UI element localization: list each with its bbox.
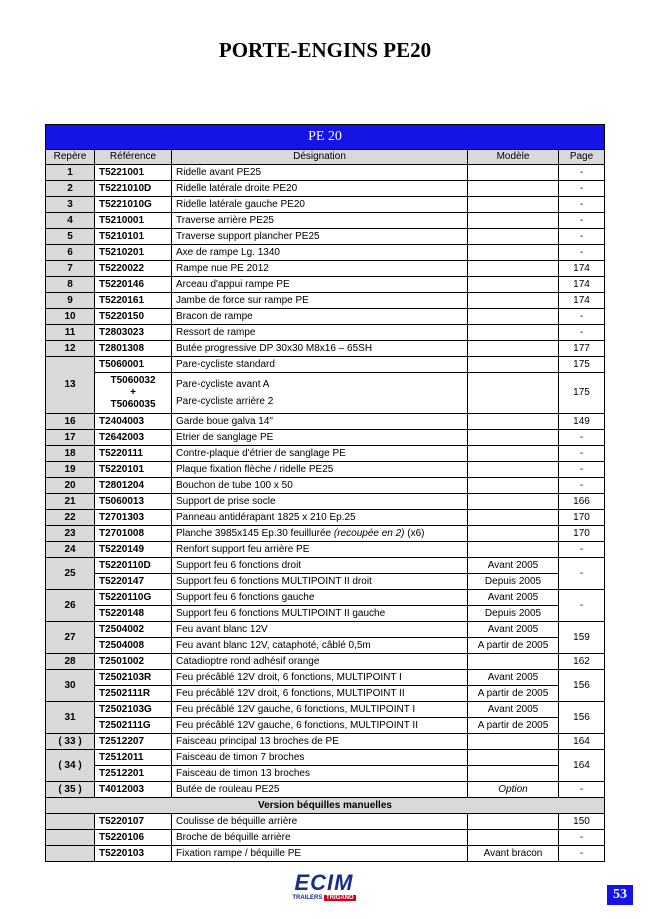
page-cell: - bbox=[559, 590, 605, 622]
reference-line: T5060032 bbox=[110, 375, 156, 386]
reference-cell: T2512207 bbox=[95, 734, 172, 750]
reference-cell: T5220106 bbox=[95, 830, 172, 846]
modele-cell: Avant 2005 bbox=[468, 702, 559, 718]
logo-subtitle bbox=[288, 894, 360, 902]
page-cell: 177 bbox=[559, 341, 605, 357]
modele-cell: A partir de 2005 bbox=[468, 718, 559, 734]
table-row bbox=[46, 702, 605, 718]
designation-cell: Plaque fixation flèche / ridelle PE25 bbox=[172, 462, 468, 478]
table-row bbox=[46, 750, 605, 766]
repere-cell: 23 bbox=[46, 526, 95, 542]
repere-cell: 5 bbox=[46, 229, 95, 245]
parts-table bbox=[45, 124, 605, 862]
modele-cell: A partir de 2005 bbox=[468, 686, 559, 702]
designation-cell: Faisceau principal 13 broches de PE bbox=[172, 734, 468, 750]
table-row bbox=[46, 277, 605, 293]
designation-cell: Feu précâblé 12V droit, 6 fonctions, MULTIPOINT II bbox=[172, 686, 468, 702]
designation-cell: Coulisse de béquille arrière bbox=[172, 814, 468, 830]
designation-cell: Support feu 6 fonctions MULTIPOINT II droit bbox=[172, 574, 468, 590]
ecim-logo bbox=[288, 872, 360, 906]
table-row bbox=[46, 213, 605, 229]
designation-cell: Jambe de force sur rampe PE bbox=[172, 293, 468, 309]
repere-cell: 4 bbox=[46, 213, 95, 229]
designation-cell: Traverse arrière PE25 bbox=[172, 213, 468, 229]
designation-cell: Faisceau de timon 7 broches bbox=[172, 750, 468, 766]
modele-cell bbox=[468, 462, 559, 478]
table-row bbox=[46, 430, 605, 446]
page-cell: - bbox=[559, 181, 605, 197]
page-cell: - bbox=[559, 782, 605, 798]
page-cell: 175 bbox=[559, 357, 605, 373]
reference-line: T5060035 bbox=[110, 399, 156, 410]
reference-cell: T5060013 bbox=[95, 494, 172, 510]
repere-cell: 2 bbox=[46, 181, 95, 197]
repere-cell: 22 bbox=[46, 510, 95, 526]
modele-cell: Avant 2005 bbox=[468, 558, 559, 574]
table-row bbox=[46, 542, 605, 558]
designation-cell: Ressort de rampe bbox=[172, 325, 468, 341]
page-cell: - bbox=[559, 213, 605, 229]
reference-cell: T5210201 bbox=[95, 245, 172, 261]
table-row bbox=[46, 846, 605, 862]
table-row bbox=[46, 526, 605, 542]
page-cell: 149 bbox=[559, 414, 605, 430]
table-row bbox=[46, 766, 605, 782]
parts-table-wrapper bbox=[45, 124, 604, 862]
reference-cell: T5220103 bbox=[95, 846, 172, 862]
table-row bbox=[46, 494, 605, 510]
page-cell: - bbox=[559, 478, 605, 494]
table-row bbox=[46, 325, 605, 341]
repere-cell: 8 bbox=[46, 277, 95, 293]
modele-cell bbox=[468, 245, 559, 261]
page-cell: - bbox=[559, 462, 605, 478]
page-cell: 174 bbox=[559, 261, 605, 277]
reference-cell: T5220110D bbox=[95, 558, 172, 574]
reference-cell: T5220101 bbox=[95, 462, 172, 478]
col-header-modele: Modèle bbox=[468, 150, 559, 165]
page-cell: 170 bbox=[559, 510, 605, 526]
logo-trailers: TRAILERS bbox=[292, 895, 323, 901]
designation-cell: Catadioptre rond adhésif orange bbox=[172, 654, 468, 670]
repere-cell: 1 bbox=[46, 165, 95, 181]
table-row bbox=[46, 654, 605, 670]
modele-cell bbox=[468, 341, 559, 357]
modele-cell bbox=[468, 430, 559, 446]
designation-cell: Faisceau de timon 13 broches bbox=[172, 766, 468, 782]
modele-cell bbox=[468, 782, 559, 798]
repere-cell: 26 bbox=[46, 590, 95, 622]
table-row bbox=[46, 373, 605, 414]
page-title: PORTE-ENGINS PE20 bbox=[218, 38, 432, 62]
designation-cell bbox=[172, 526, 468, 542]
table-row bbox=[46, 686, 605, 702]
reference-cell: T5220161 bbox=[95, 293, 172, 309]
modele-cell bbox=[468, 766, 559, 782]
designation-cell: Support feu 6 fonctions MULTIPOINT II gauche bbox=[172, 606, 468, 622]
repere-cell: 11 bbox=[46, 325, 95, 341]
modele-cell bbox=[468, 814, 559, 830]
reference-cell: T2502103R bbox=[95, 670, 172, 686]
modele-cell bbox=[468, 357, 559, 373]
reference-cell: T2501002 bbox=[95, 654, 172, 670]
table-row bbox=[46, 165, 605, 181]
designation-cell: Feu avant blanc 12V bbox=[172, 622, 468, 638]
designation-cell: Feu précâblé 12V gauche, 6 fonctions, MULTIPOINT I bbox=[172, 702, 468, 718]
reference-cell: T5220107 bbox=[95, 814, 172, 830]
page-cell: 164 bbox=[559, 734, 605, 750]
reference-cell: T2502103G bbox=[95, 702, 172, 718]
page-cell: 166 bbox=[559, 494, 605, 510]
page-cell: - bbox=[559, 446, 605, 462]
modele-cell bbox=[468, 654, 559, 670]
table-banner: PE 20 bbox=[46, 125, 605, 150]
designation-cell: Support feu 6 fonctions droit bbox=[172, 558, 468, 574]
repere-cell: 6 bbox=[46, 245, 95, 261]
modele-cell bbox=[468, 197, 559, 213]
repere-cell: ( 33 ) bbox=[46, 734, 95, 750]
designation-cell: Support de prise socle bbox=[172, 494, 468, 510]
modele-cell bbox=[468, 373, 559, 414]
reference-cell: T2512011 bbox=[95, 750, 172, 766]
designation-cell: Renfort support feu arrière PE bbox=[172, 542, 468, 558]
page-cell: 162 bbox=[559, 654, 605, 670]
repere-cell: 12 bbox=[46, 341, 95, 357]
section-header-row bbox=[46, 798, 605, 814]
modele-cell bbox=[468, 750, 559, 766]
modele-cell bbox=[468, 181, 559, 197]
modele-cell bbox=[468, 309, 559, 325]
repere-cell: 28 bbox=[46, 654, 95, 670]
repere-cell: 25 bbox=[46, 558, 95, 590]
reference-cell: T5220150 bbox=[95, 309, 172, 325]
reference-cell: T2504008 bbox=[95, 638, 172, 654]
page-cell: 175 bbox=[559, 373, 605, 414]
designation-cell: Arceau d'appui rampe PE bbox=[172, 277, 468, 293]
table-row bbox=[46, 606, 605, 622]
modele-cell: A partir de 2005 bbox=[468, 638, 559, 654]
modele-cell: Avant bracon bbox=[468, 846, 559, 862]
table-row bbox=[46, 309, 605, 325]
modele-cell bbox=[468, 293, 559, 309]
page-cell: 164 bbox=[559, 750, 605, 782]
table-row bbox=[46, 229, 605, 245]
table-row bbox=[46, 462, 605, 478]
reference-cell: T5220022 bbox=[95, 261, 172, 277]
designation-line: Pare-cycliste arrière 2 bbox=[176, 395, 274, 407]
page-cell: 150 bbox=[559, 814, 605, 830]
table-row bbox=[46, 197, 605, 213]
designation-cell: Broche de béquille arrière bbox=[172, 830, 468, 846]
designation-cell: Ridelle latérale droite PE20 bbox=[172, 181, 468, 197]
designation-cell: Traverse support plancher PE25 bbox=[172, 229, 468, 245]
logo-text: ECIM bbox=[294, 870, 354, 895]
reference-cell: T5210001 bbox=[95, 213, 172, 229]
table-row bbox=[46, 446, 605, 462]
repere-cell: 21 bbox=[46, 494, 95, 510]
modele-cell bbox=[468, 261, 559, 277]
table-row bbox=[46, 341, 605, 357]
table-row bbox=[46, 261, 605, 277]
repere-cell: ( 35 ) bbox=[46, 782, 95, 798]
designation-cell: Garde boue galva 14" bbox=[172, 414, 468, 430]
modele-cell bbox=[468, 734, 559, 750]
designation-cell: Support feu 6 fonctions gauche bbox=[172, 590, 468, 606]
table-row bbox=[46, 622, 605, 638]
page-cell: 159 bbox=[559, 622, 605, 654]
page-cell: - bbox=[559, 430, 605, 446]
col-header-designation: Désignation bbox=[172, 150, 468, 165]
reference-cell: T5220111 bbox=[95, 446, 172, 462]
repere-cell: 13 bbox=[46, 357, 95, 414]
page-cell: - bbox=[559, 245, 605, 261]
repere-cell: 24 bbox=[46, 542, 95, 558]
reference-cell: T2642003 bbox=[95, 430, 172, 446]
repere-cell: ( 34 ) bbox=[46, 750, 95, 782]
page-cell: - bbox=[559, 846, 605, 862]
reference-cell: T5060001 bbox=[95, 357, 172, 373]
reference-cell: T5220147 bbox=[95, 574, 172, 590]
modele-cell bbox=[468, 414, 559, 430]
reference-cell: T2801308 bbox=[95, 341, 172, 357]
designation-cell: Etrier de sanglage PE bbox=[172, 430, 468, 446]
reference-plus: + bbox=[130, 387, 136, 398]
reference-cell: T5220148 bbox=[95, 606, 172, 622]
page-cell: - bbox=[559, 197, 605, 213]
col-header-repere: Repère bbox=[46, 150, 95, 165]
modele-cell: Avant 2005 bbox=[468, 622, 559, 638]
page-cell: 174 bbox=[559, 293, 605, 309]
designation-cell: Bouchon de tube 100 x 50 bbox=[172, 478, 468, 494]
repere-cell: 19 bbox=[46, 462, 95, 478]
col-header-page: Page bbox=[559, 150, 605, 165]
reference-cell: T2512201 bbox=[95, 766, 172, 782]
reference-cell: T2502111G bbox=[95, 718, 172, 734]
reference-cell: T2504002 bbox=[95, 622, 172, 638]
table-row bbox=[46, 734, 605, 750]
designation-cell: Pare-cycliste standard bbox=[172, 357, 468, 373]
page-cell: - bbox=[559, 542, 605, 558]
modele-cell bbox=[468, 542, 559, 558]
repere-cell: 18 bbox=[46, 446, 95, 462]
reference-cell: T2803023 bbox=[95, 325, 172, 341]
designation-cell: Axe de rampe Lg. 1340 bbox=[172, 245, 468, 261]
table-row bbox=[46, 293, 605, 309]
designation-cell: Feu avant blanc 12V, cataphoté, câblé 0,5m bbox=[172, 638, 468, 654]
modele-cell: Depuis 2005 bbox=[468, 574, 559, 590]
modele-cell: Avant 2005 bbox=[468, 670, 559, 686]
repere-cell: 16 bbox=[46, 414, 95, 430]
designation-cell: Bracon de rampe bbox=[172, 309, 468, 325]
modele-cell bbox=[468, 830, 559, 846]
table-row bbox=[46, 590, 605, 606]
designation-cell: Butée de rouleau PE25 bbox=[172, 782, 468, 798]
reference-cell: T5220110G bbox=[95, 590, 172, 606]
page-cell: 174 bbox=[559, 277, 605, 293]
repere-cell: 17 bbox=[46, 430, 95, 446]
reference-cell bbox=[95, 373, 172, 414]
repere-cell: 7 bbox=[46, 261, 95, 277]
modele-option: Option bbox=[498, 783, 528, 795]
designation-cell: Contre-plaque d'étrier de sanglage PE bbox=[172, 446, 468, 462]
designation-cell bbox=[172, 373, 468, 414]
modele-cell bbox=[468, 325, 559, 341]
designation-text: Planche 3985x145 Ep.30 feuillurée bbox=[176, 527, 334, 539]
designation-qty: (x6) bbox=[404, 527, 425, 539]
modele-cell: Depuis 2005 bbox=[468, 606, 559, 622]
reference-cell: T5220149 bbox=[95, 542, 172, 558]
logo-brand: TRIGANO bbox=[326, 895, 354, 901]
page-cell: - bbox=[559, 165, 605, 181]
page-cell: - bbox=[559, 558, 605, 590]
table-row bbox=[46, 814, 605, 830]
reference-cell: T2404003 bbox=[95, 414, 172, 430]
modele-cell bbox=[468, 446, 559, 462]
table-row bbox=[46, 478, 605, 494]
repere-cell bbox=[46, 814, 95, 830]
table-row bbox=[46, 414, 605, 430]
modele-cell bbox=[468, 165, 559, 181]
table-row bbox=[46, 181, 605, 197]
reference-cell: T2701303 bbox=[95, 510, 172, 526]
repere-cell: 31 bbox=[46, 702, 95, 734]
repere-cell: 3 bbox=[46, 197, 95, 213]
table-row bbox=[46, 574, 605, 590]
page-cell: - bbox=[559, 325, 605, 341]
page-cell: - bbox=[559, 229, 605, 245]
designation-cell: Rampe nue PE 2012 bbox=[172, 261, 468, 277]
page-cell: - bbox=[559, 830, 605, 846]
table-row bbox=[46, 782, 605, 798]
repere-cell bbox=[46, 830, 95, 846]
page-cell: - bbox=[559, 309, 605, 325]
col-header-reference: Référence bbox=[95, 150, 172, 165]
page-cell: 170 bbox=[559, 526, 605, 542]
table-row bbox=[46, 245, 605, 261]
table-banner-row bbox=[46, 125, 605, 150]
modele-cell bbox=[468, 494, 559, 510]
modele-cell bbox=[468, 277, 559, 293]
reference-cell: T5220146 bbox=[95, 277, 172, 293]
designation-cell: Panneau antidérapant 1825 x 210 Ep.25 bbox=[172, 510, 468, 526]
modele-cell bbox=[468, 229, 559, 245]
version-section-label: Version béquilles manuelles bbox=[46, 798, 605, 814]
designation-cell: Feu précâblé 12V droit, 6 fonctions, MULTIPOINT I bbox=[172, 670, 468, 686]
repere-cell: 20 bbox=[46, 478, 95, 494]
table-row bbox=[46, 718, 605, 734]
modele-cell bbox=[468, 213, 559, 229]
reference-cell: T2502111R bbox=[95, 686, 172, 702]
repere-cell: 30 bbox=[46, 670, 95, 702]
reference-cell: T5210101 bbox=[95, 229, 172, 245]
reference-cell: T5221010G bbox=[95, 197, 172, 213]
reference-cell: T2801204 bbox=[95, 478, 172, 494]
repere-cell: 10 bbox=[46, 309, 95, 325]
table-row bbox=[46, 638, 605, 654]
repere-cell bbox=[46, 846, 95, 862]
table-row bbox=[46, 558, 605, 574]
page-cell: 156 bbox=[559, 702, 605, 734]
reference-cell: T4012003 bbox=[95, 782, 172, 798]
reference-cell: T2701008 bbox=[95, 526, 172, 542]
modele-cell bbox=[468, 526, 559, 542]
designation-line: Pare-cycliste avant A bbox=[176, 378, 270, 390]
table-row bbox=[46, 830, 605, 846]
reference-cell: T5221001 bbox=[95, 165, 172, 181]
modele-cell bbox=[468, 510, 559, 526]
repere-cell: 9 bbox=[46, 293, 95, 309]
repere-cell: 27 bbox=[46, 622, 95, 654]
table-row bbox=[46, 510, 605, 526]
designation-cell: Ridelle latérale gauche PE20 bbox=[172, 197, 468, 213]
modele-cell: Avant 2005 bbox=[468, 590, 559, 606]
table-row bbox=[46, 670, 605, 686]
table-row bbox=[46, 357, 605, 373]
reference-cell: T5221010D bbox=[95, 181, 172, 197]
designation-cell: Feu précâblé 12V gauche, 6 fonctions, MULTIPOINT II bbox=[172, 718, 468, 734]
page-cell: 156 bbox=[559, 670, 605, 702]
designation-note: (recoupée en 2) bbox=[333, 527, 405, 539]
designation-cell: Butée progressive DP 30x30 M8x16 – 65SH bbox=[172, 341, 468, 357]
table-header-row bbox=[46, 150, 605, 165]
page-number: 53 bbox=[607, 885, 633, 905]
designation-cell: Fixation rampe / béquille PE bbox=[172, 846, 468, 862]
designation-cell: Ridelle avant PE25 bbox=[172, 165, 468, 181]
modele-cell bbox=[468, 478, 559, 494]
